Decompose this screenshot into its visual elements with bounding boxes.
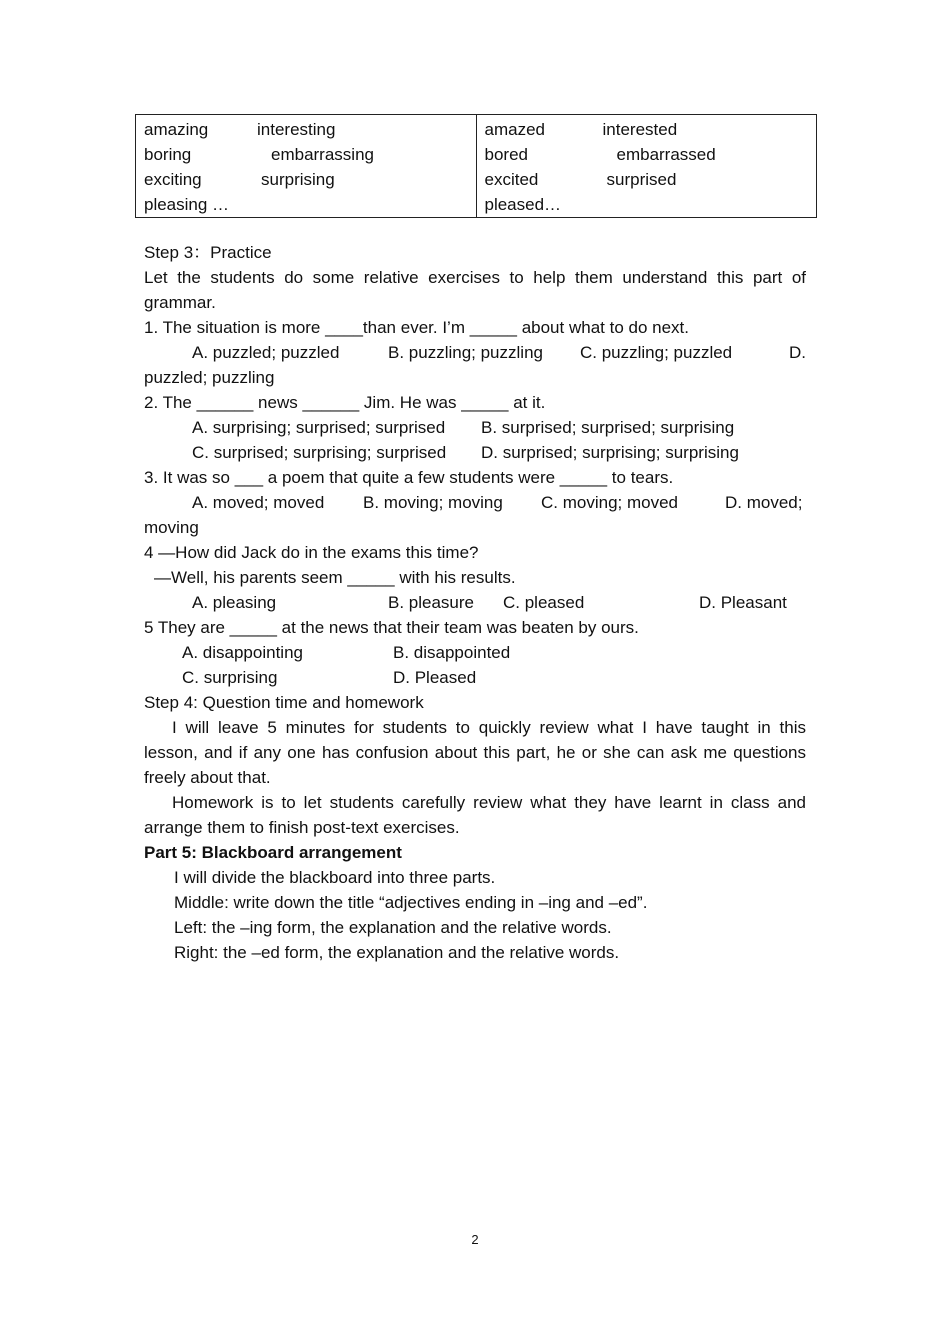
step3-title: Step 3：Practice xyxy=(144,243,272,262)
part5-line: Middle: write down the title “adjectives ending in –ing and –ed”. xyxy=(174,893,648,912)
question-1-options-cont: puzzled; puzzling xyxy=(144,368,275,387)
part5-line: I will divide the blackboard into three parts. xyxy=(174,868,496,887)
question-2-options: A. surprising; surprised; surprised B. surprised; surprised; surprising xyxy=(192,418,735,437)
homework-paragraph: Homework is to let students carefully review what they have learnt in class and xyxy=(172,793,806,812)
table-row: pleasing … xyxy=(144,195,230,214)
part5-line: Left: the –ing form, the explanation and the relative words. xyxy=(174,918,612,937)
step4-paragraph: freely about that. xyxy=(144,768,271,787)
question-1: 1. The situation is more ____than ever. I’m _____ about what to do next. xyxy=(144,318,689,337)
table-row: pleased… xyxy=(484,195,562,214)
page-number: 2 xyxy=(471,1232,479,1247)
step4-title: Step 4: Question time and homework xyxy=(144,693,424,712)
question-3: 3. It was so ___ a poem that quite a few students were _____ to tears. xyxy=(144,468,674,487)
question-5: 5 They are _____ at the news that their team was beaten by ours. xyxy=(144,618,639,637)
table-row: exciting surprising xyxy=(144,170,335,189)
step4-paragraph: lesson, and if any one has confusion about this part, he or she can ask me questions xyxy=(144,743,806,762)
table-row: bored embarrassed xyxy=(484,145,716,164)
table-row: amazing interesting xyxy=(144,120,336,139)
ed-words-cell xyxy=(476,115,817,218)
question-4-options: A. pleasing B. pleasure C. pleased D. Pleasant xyxy=(192,593,787,612)
question-4-reply: —Well, his parents seem _____ with his results. xyxy=(154,568,516,587)
table-row: boring embarrassing xyxy=(144,145,374,164)
adjective-table xyxy=(135,114,817,218)
question-2: 2. The ______ news ______ Jim. He was _____ at it. xyxy=(144,393,546,412)
question-1-options: A. puzzled; puzzled B. puzzling; puzzling C. puzzling; puzzled D. xyxy=(192,343,806,362)
question-3-options: A. moved; moved B. moving; moving C. moving; moved D. moved; xyxy=(192,493,803,512)
step3-intro: Let the students do some relative exercises to help them understand this part of xyxy=(144,268,806,287)
homework-paragraph: arrange them to finish post-text exercises. xyxy=(144,818,460,837)
question-5-options: A. disappointing B. disappointed xyxy=(182,643,511,662)
table-row: amazed interested xyxy=(484,120,678,139)
ing-words-cell xyxy=(136,115,477,218)
step4-paragraph: I will leave 5 minutes for students to quickly review what I have taught in this xyxy=(172,718,806,737)
question-4: 4 —How did Jack do in the exams this time? xyxy=(144,543,479,562)
body-text xyxy=(144,240,806,965)
question-5-options: C. surprising D. Pleased xyxy=(182,668,477,687)
table-row: excited surprised xyxy=(484,170,677,189)
question-3-options-cont: moving xyxy=(144,518,199,537)
part5-title: Part 5: Blackboard arrangement xyxy=(144,843,402,862)
step3-intro-cont: grammar. xyxy=(144,293,216,312)
part5-line: Right: the –ed form, the explanation and the relative words. xyxy=(174,943,620,962)
question-2-options: C. surprised; surprising; surprised D. surprised; surprising; surprising xyxy=(192,443,739,462)
